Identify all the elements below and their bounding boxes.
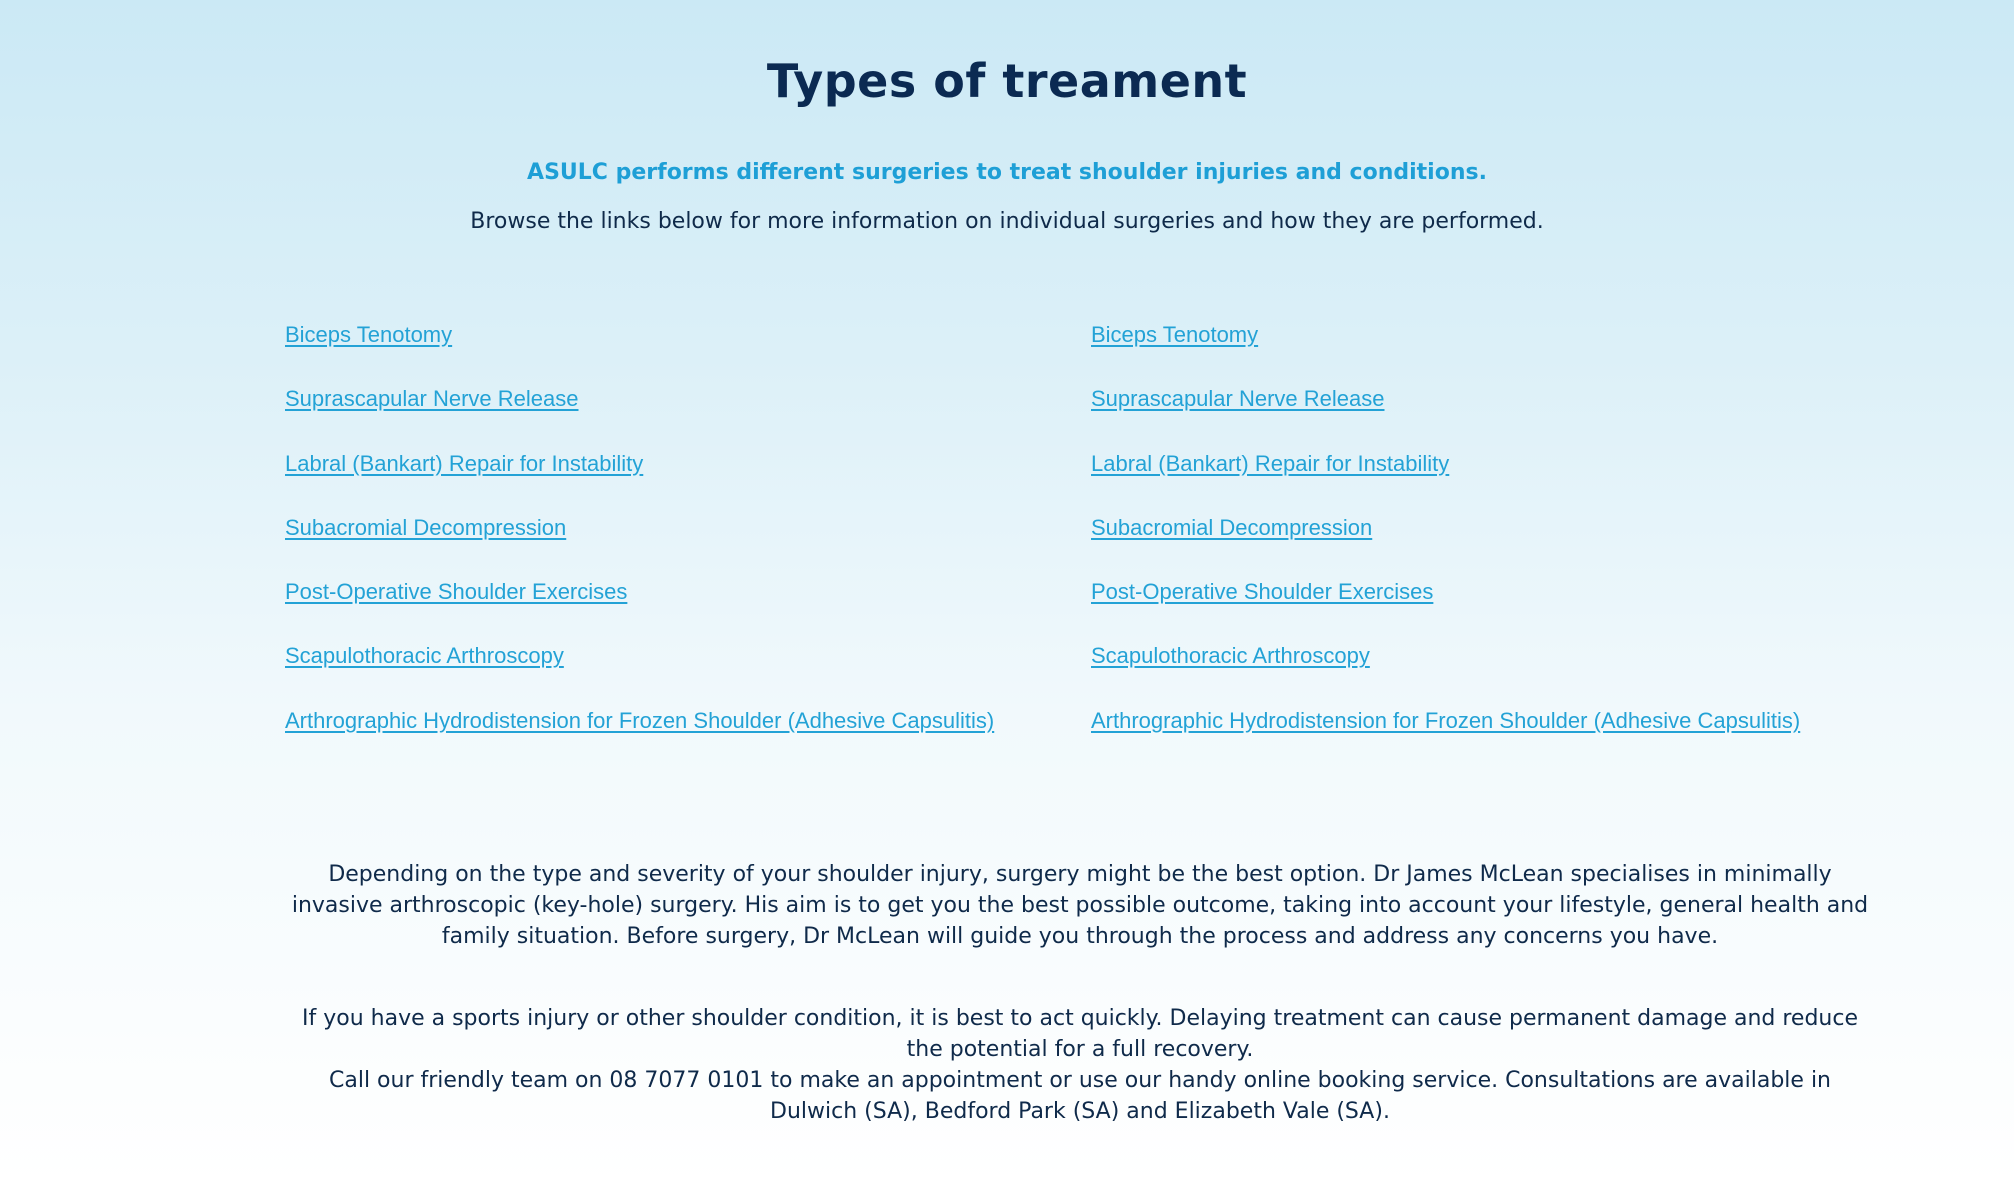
link-post-operative-exercises[interactable]: Post-Operative Shoulder Exercises: [1091, 579, 1434, 605]
list-item: [285, 515, 994, 579]
link-biceps-tenotomy[interactable]: Biceps Tenotomy: [285, 322, 453, 347]
treatment-links-left: [285, 322, 994, 772]
list-item: [1091, 386, 1800, 450]
page-title: Types of treament: [766, 54, 1248, 108]
list-item: [1091, 515, 1800, 579]
list-item: [1091, 451, 1800, 515]
list-item: [1091, 579, 1800, 643]
link-scapulothoracic-arthroscopy[interactable]: Scapulothoracic Arthroscopy: [1091, 643, 1370, 669]
link-suprascapular-nerve-release[interactable]: Suprascapular Nerve Release: [285, 386, 579, 412]
link-labral-repair[interactable]: Labral (Bankart) Repair for Instability: [285, 450, 644, 476]
list-item: [1091, 643, 1800, 707]
link-scapulothoracic-arthroscopy[interactable]: Scapulothoracic Arthroscopy: [285, 643, 564, 669]
link-subacromial-decompression[interactable]: Subacromial Decompression: [1091, 514, 1373, 540]
link-subacromial-decompression[interactable]: Subacromial Decompression: [285, 514, 567, 540]
contact-paragraph: Call our friendly team on 08 7077 0101 to make an appointment or use our handy online booking service. Consultations are available in Dulwich (SA), Bedford Park (SA) and Elizabeth Vale (SA).: [328, 1068, 1831, 1124]
page-subtitle: ASULC performs different surgeries to treat shoulder injuries and conditions.: [527, 160, 1487, 185]
list-item: [285, 386, 994, 450]
list-item: [285, 322, 994, 386]
link-post-operative-exercises[interactable]: Post-Operative Shoulder Exercises: [285, 579, 628, 605]
list-item: [285, 708, 994, 772]
link-suprascapular-nerve-release[interactable]: Suprascapular Nerve Release: [1091, 386, 1385, 412]
link-arthrographic-hydrodistension[interactable]: Arthrographic Hydrodistension for Frozen Shoulder (Adhesive Capsulitis): [1091, 707, 1801, 733]
surgery-description-paragraph: Depending on the type and severity of your shoulder injury, surgery might be the best option. Dr James McLean specialises in minimally invasive arthroscopic (key-hole) surgery. His aim is to get you the best possible outcome, taking into account your lifestyle, general health and family situation. Before surgery, Dr McLean will guide you through the process and address any concerns you have.: [291, 862, 1869, 949]
list-item: [1091, 322, 1800, 386]
act-quickly-paragraph: If you have a sports injury or other shoulder condition, it is best to act quickly. Delaying treatment can cause permanent damage and reduce the potential for a full recovery.: [302, 1006, 1858, 1062]
page-intro: Browse the links below for more information on individual surgeries and how they are performed.: [470, 209, 1544, 234]
link-biceps-tenotomy[interactable]: Biceps Tenotomy: [1091, 322, 1259, 347]
list-item: [285, 451, 994, 515]
treatment-links-right: [1091, 322, 1800, 772]
link-arthrographic-hydrodistension[interactable]: Arthrographic Hydrodistension for Frozen Shoulder (Adhesive Capsulitis): [285, 707, 995, 733]
list-item: [1091, 708, 1800, 772]
link-labral-repair[interactable]: Labral (Bankart) Repair for Instability: [1091, 450, 1450, 476]
list-item: [285, 643, 994, 707]
list-item: [285, 579, 994, 643]
